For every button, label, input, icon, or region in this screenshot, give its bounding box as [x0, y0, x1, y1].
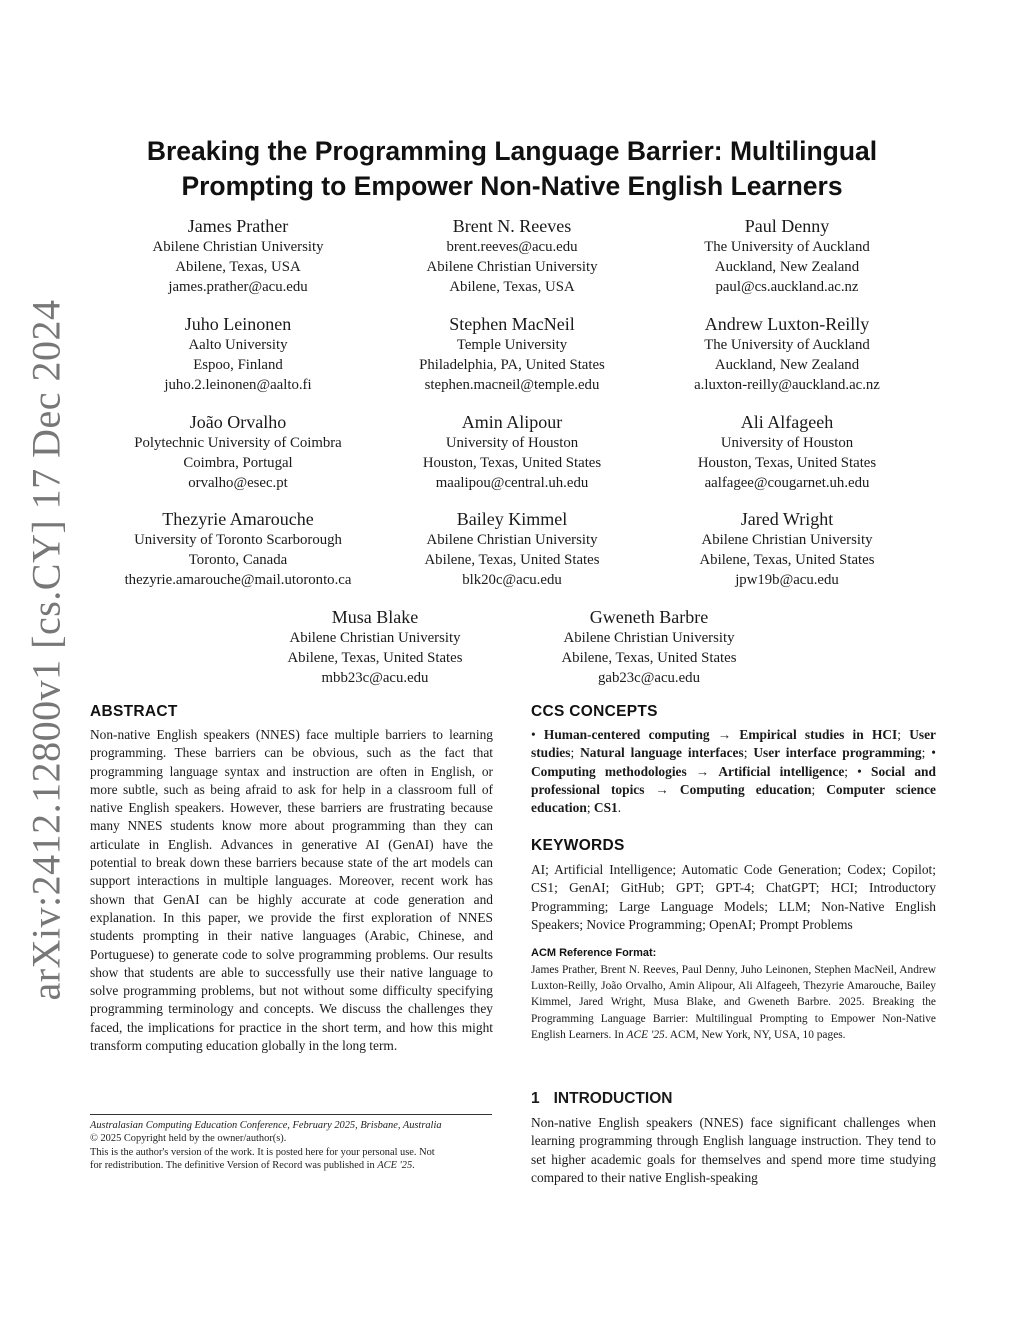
author-location: Abilene, Texas, USA — [449, 279, 575, 295]
author-name: Amin Alipour — [461, 412, 563, 432]
author-email: gab23c@acu.edu — [598, 670, 700, 686]
author-affiliation: Abilene Christian University — [152, 239, 324, 255]
author-email: maalipou@central.uh.edu — [435, 475, 589, 491]
author-affiliation: The University of Auckland — [704, 337, 870, 353]
author-location: Abilene, Texas, United States — [699, 552, 875, 568]
author-location: Houston, Texas, United States — [422, 455, 602, 471]
author-affiliation: Abilene Christian University — [426, 259, 598, 275]
footnote-venue: Australasian Computing Education Conference, February 2025, Brisbane, Australia — [90, 1120, 442, 1131]
author-location: Auckland, New Zealand — [714, 357, 860, 373]
author-affiliation: University of Toronto Scarborough — [134, 532, 342, 548]
author-email: james.prather@acu.edu — [168, 279, 308, 295]
paper-title — [90, 134, 934, 204]
arxiv-identifier: arXiv:2412.12800v1 [cs.CY] 17 Dec 2024 — [23, 299, 69, 1001]
author-name: Brent N. Reeves — [452, 216, 572, 236]
author-affiliation: Aalto University — [188, 337, 288, 353]
author-email: paul@cs.auckland.ac.nz — [715, 279, 859, 295]
author-email: orvalho@esec.pt — [188, 475, 288, 491]
author-affiliation: Abilene Christian University — [289, 630, 461, 646]
ccs-concepts-heading: CCS CONCEPTS — [531, 703, 658, 720]
author-affiliation: The University of Auckland — [704, 239, 870, 255]
author-name: James Prather — [187, 216, 289, 236]
author-name: Jared Wright — [740, 509, 834, 529]
author-location: Houston, Texas, United States — [697, 455, 877, 471]
ccs-concepts-text: • Human-centered computing → Empirical studies in HCI; User studies; Natural language interfaces; User interface programming; • Computing methodologies → Artificial intelligence; • Social and professional topics → Computing education; Computer science education; CS1. — [531, 727, 936, 816]
author-name: Juho Leinonen — [184, 314, 292, 334]
author-name: Ali Alfageeh — [740, 412, 834, 432]
author-email: thezyrie.amarouche@mail.utoronto.ca — [124, 572, 352, 588]
author-email: a.luxton-reilly@auckland.ac.nz — [694, 377, 880, 393]
author-name: Thezyrie Amarouche — [162, 509, 314, 529]
author-affiliation: Polytechnic University of Coimbra — [134, 435, 342, 451]
title-line-2: Prompting to Empower Non-Native English Learners — [181, 171, 843, 201]
footnote-line-4: for redistribution. The definitive Version of Record was published in ACE '25. — [90, 1160, 415, 1172]
author-name: João Orvalho — [189, 412, 287, 432]
author-location: Abilene, Texas, United States — [561, 650, 737, 666]
keywords-heading: KEYWORDS — [531, 837, 625, 854]
abstract-text: Non-native English speakers (NNES) face multiple barriers to learning programming. These barriers can be obvious, such as the fact that programming language syntax and instruction are often in English, or more subtle, such as being afraid to ask for help in a classroom full of native English speakers. However, these barriers are frustrating because many NNES students know more about programming than they can articulate in English. Advances in generative AI (GenAI) have the potential to break down these barriers because state of the art models can support interactions in multiple languages. Moreover, recent work has shown that GenAI can be highly accurate at code generation and explanation. In this paper, we provide the first exploration of NNES students prompting in their native languages (Arabic, Chinese, and Portuguese) to generate code to solve programming problems. Our results show that students are able to successfully use their native language to solve programming problems, but not without some difficulty specifying programming terminology and concepts. We discuss the challenges they faced, the implications for practice in the short term, and how this might transform computing education globally in the long term. — [90, 727, 493, 1054]
author-affiliation: Abilene Christian University — [563, 630, 735, 646]
author-affiliation: University of Houston — [445, 435, 579, 451]
author-name: Paul Denny — [744, 216, 830, 236]
author-location: Abilene, Texas, USA — [175, 259, 301, 275]
author-location: Abilene, Texas, United States — [287, 650, 463, 666]
author-block — [484, 606, 814, 688]
footnote-divider — [90, 1114, 492, 1115]
author-location: Philadelphia, PA, United States — [419, 357, 605, 373]
author-affiliation: Temple University — [456, 337, 568, 353]
acm-reference-text: James Prather, Brent N. Reeves, Paul Denny, Juho Leinonen, Stephen MacNeil, Andrew Luxton-Reilly, João Orvalho, Amin Alipour, Ali Alfageeh, Thezyrie Amarouche, Bailey Kimmel, Jared Wright, Musa Blake, and Gweneth Barbre. 2025. Breaking the Programming Language Barrier: Multilingual Prompting to Empower Non-Native English Learners. In ACE '25. ACM, New York, NY, USA, 10 pages. — [531, 964, 936, 1041]
author-block — [622, 508, 952, 590]
acm-reference-heading: ACM Reference Format: — [531, 947, 657, 959]
title-line-1: Breaking the Programming Language Barrier: Multilingual — [146, 136, 878, 166]
author-name: Gweneth Barbre — [589, 607, 709, 627]
author-email: mbb23c@acu.edu — [321, 670, 429, 686]
keywords-text: AI; Artificial Intelligence; Automatic Code Generation; Codex; Copilot; CS1; GenAI; GitHub; GPT; GPT-4; ChatGPT; HCI; Introductory Programming; Large Language Models; LLM; Non-Native English Speakers; Novice Programming; OpenAI; Prompt Problems — [531, 862, 936, 932]
author-affiliation: University of Houston — [720, 435, 854, 451]
author-email: aalfagee@cougarnet.uh.edu — [704, 475, 870, 491]
introduction-heading: 1 INTRODUCTION — [531, 1090, 673, 1107]
author-email: jpw19b@acu.edu — [735, 572, 839, 588]
author-block — [622, 313, 952, 395]
author-block — [622, 411, 952, 493]
author-email: juho.2.leinonen@aalto.fi — [164, 377, 312, 393]
author-email: brent.reeves@acu.edu — [446, 239, 578, 255]
abstract-heading: ABSTRACT — [90, 703, 178, 720]
author-affiliation: Abilene Christian University — [426, 532, 598, 548]
author-email: stephen.macneil@temple.edu — [424, 377, 600, 393]
author-location: Auckland, New Zealand — [714, 259, 860, 275]
author-name: Stephen MacNeil — [449, 314, 575, 334]
author-name: Musa Blake — [331, 607, 419, 627]
author-location: Espoo, Finland — [193, 357, 283, 373]
author-block — [622, 215, 952, 297]
footnote-copyright: © 2025 Copyright held by the owner/author(s). — [90, 1133, 287, 1145]
footnote-line-3: This is the author's version of the work. It is posted here for your personal use. Not — [90, 1146, 435, 1158]
author-affiliation: Abilene Christian University — [701, 532, 873, 548]
author-email: blk20c@acu.edu — [462, 572, 562, 588]
author-location: Coimbra, Portugal — [183, 455, 293, 471]
introduction-text: Non-native English speakers (NNES) face significant challenges when learning programming through English language instruction. They tend to set higher academic goals for themselves and spend more time studying compared to their native English-speaking — [531, 1115, 936, 1185]
author-location: Abilene, Texas, United States — [424, 552, 600, 568]
footnote — [90, 1119, 495, 1173]
author-name: Andrew Luxton-Reilly — [704, 314, 870, 334]
author-location: Toronto, Canada — [188, 552, 288, 568]
author-name: Bailey Kimmel — [456, 509, 568, 529]
